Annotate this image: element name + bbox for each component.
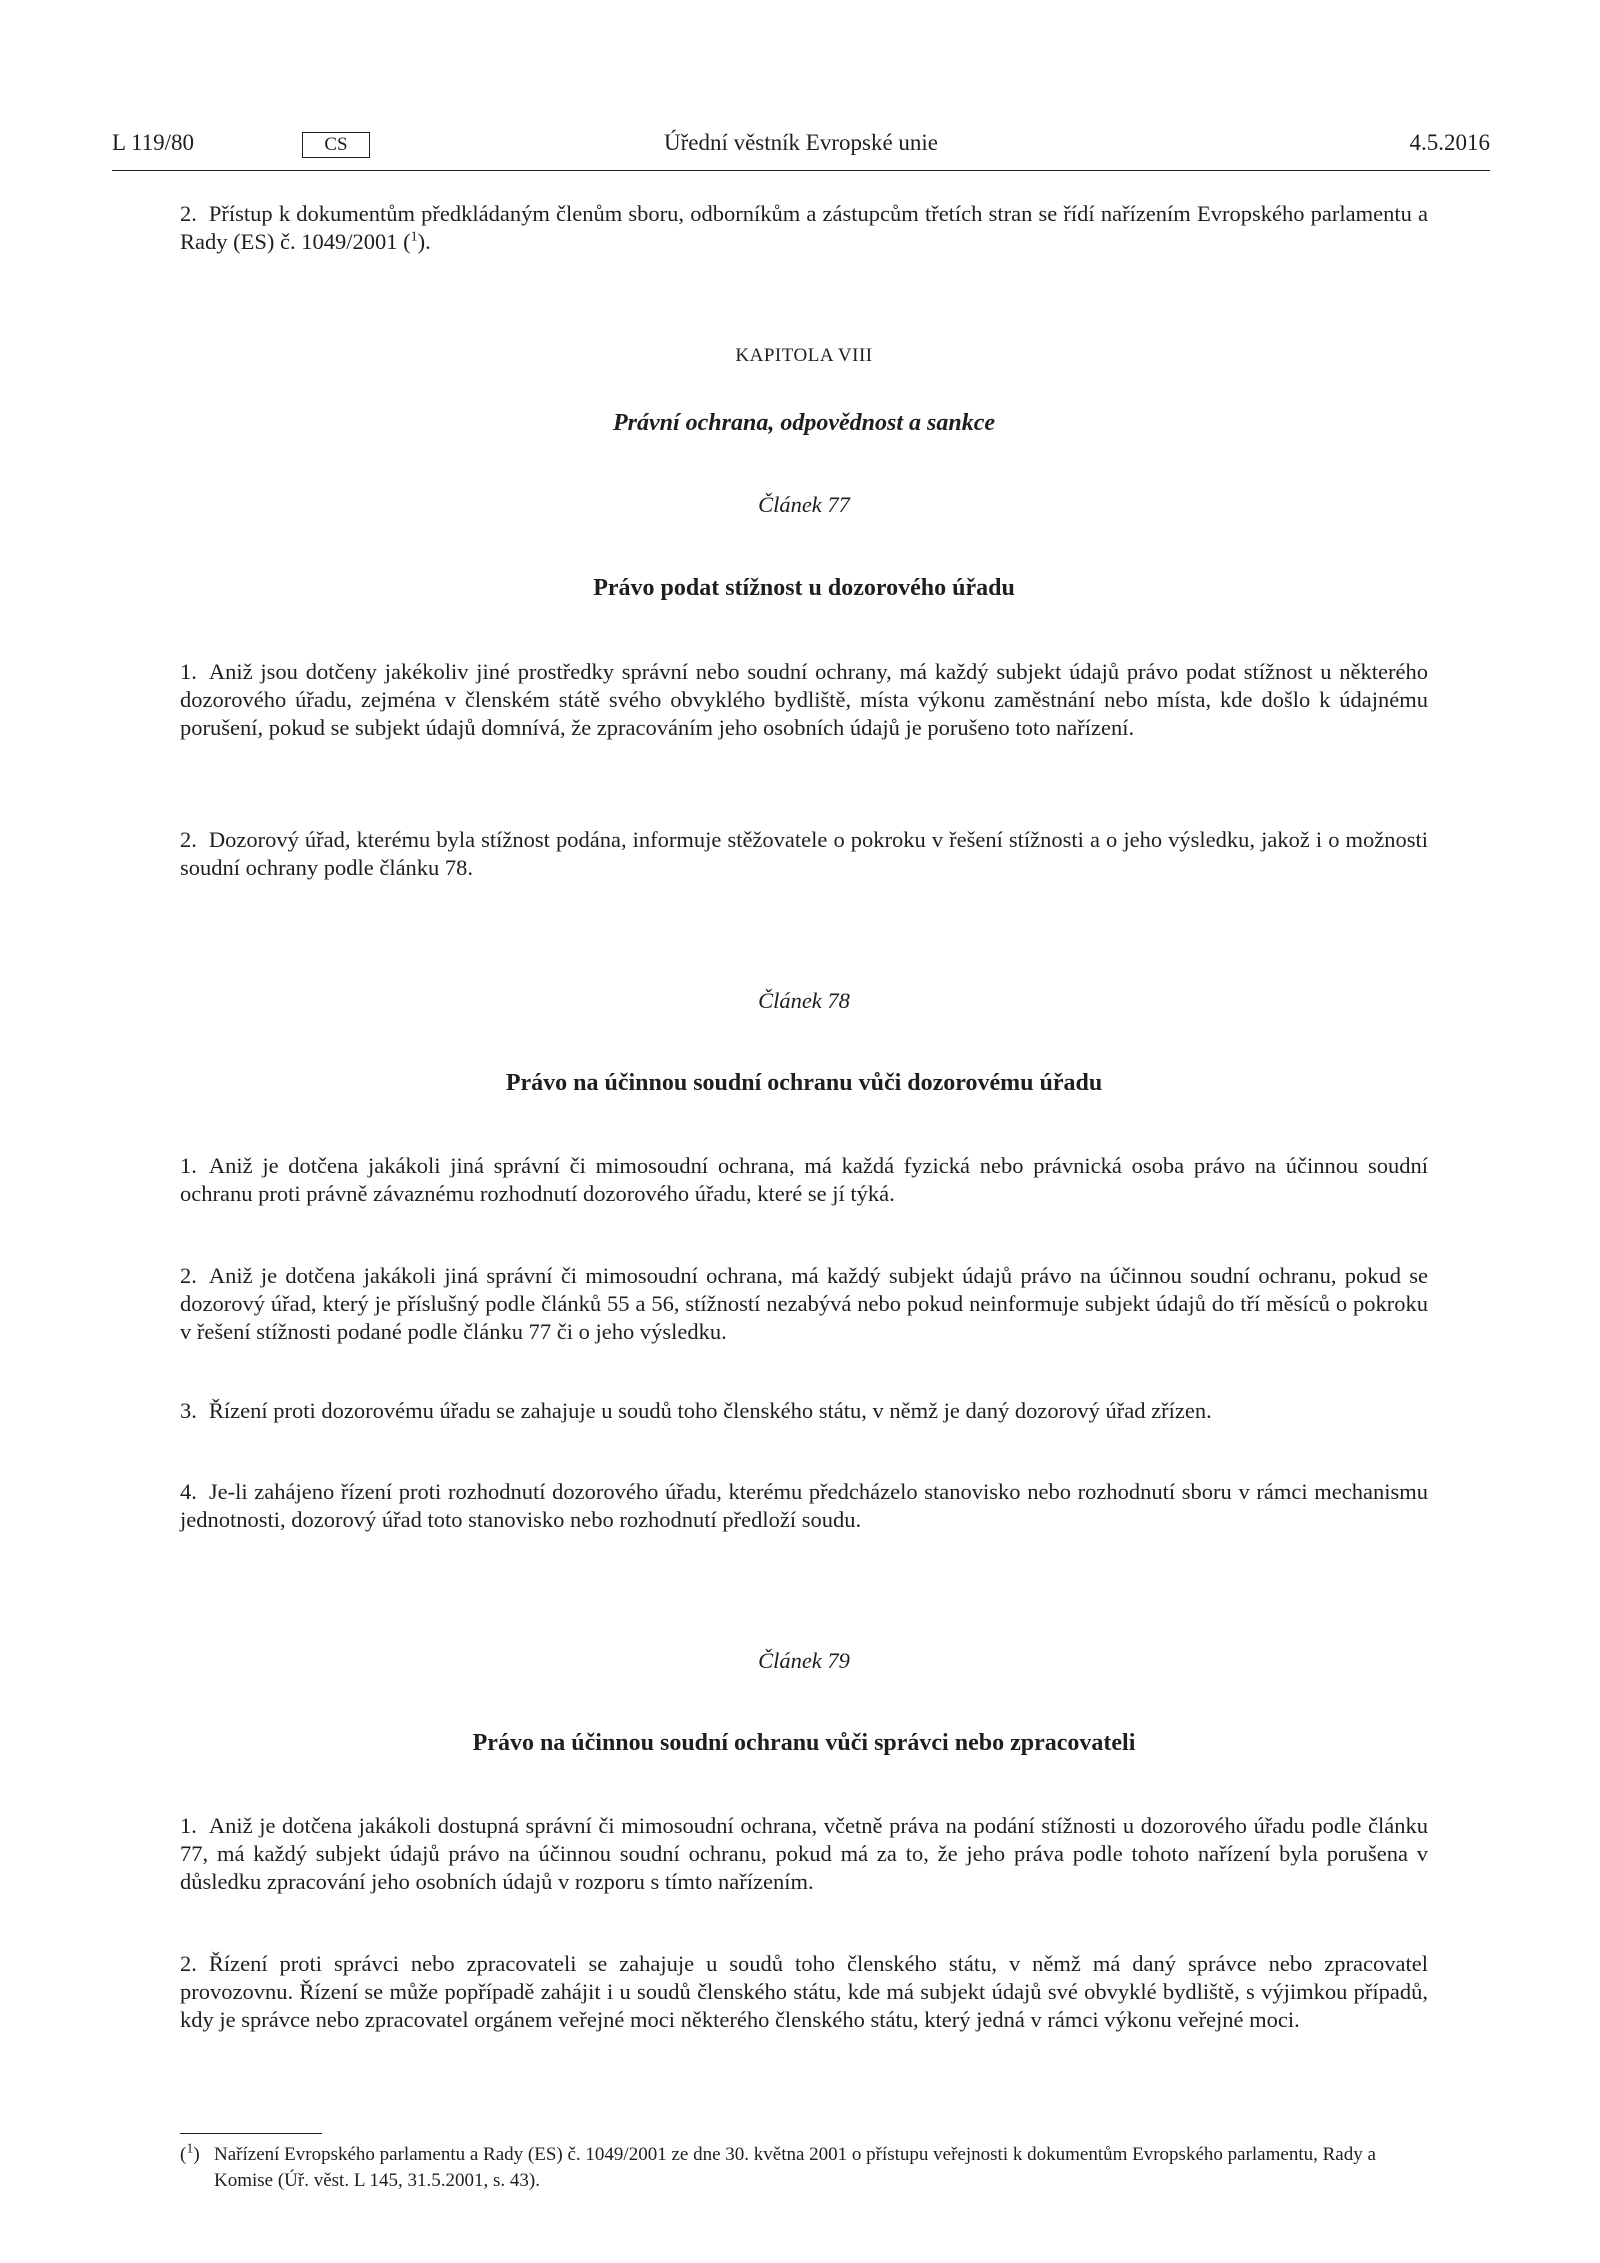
paragraph-text: Je-li zahájeno řízení proti rozhodnutí dozorového úřadu, kterému předcházelo stanovisko nebo rozhodnutí sboru v rámci mechanismu jednotnosti, dozorový úřad toto stanovisko nebo rozhodnutí předloží soudu. <box>180 1479 1428 1532</box>
article-78-paragraph-4 <box>180 1478 1428 1534</box>
paragraph-number: 1. <box>180 1153 197 1178</box>
paragraph-number: 2. <box>180 1951 197 1976</box>
chapter-title: Právní ochrana, odpovědnost a sankce <box>612 410 995 436</box>
paragraph-text: Dozorový úřad, kterému byla stížnost podána, informuje stěžovatele o pokroku v řešení stížnosti a o jeho výsledku, jakož i o možnosti soudní ochrany podle článku 78. <box>180 827 1428 880</box>
paragraph-text: Aniž je dotčena jakákoli jiná správní či mimosoudní ochrana, má každý subjekt údajů právo na účinnou soudní ochranu, pokud se dozorový úřad, který je příslušný podle článků 55 a 56, stížností nezabývá nebo pokud neinformuje subjekt údajů do tří měsíců o pokroku v řešení stížnosti podané podle článku 77 či o jeho výsledku. <box>180 1263 1428 1344</box>
paragraph-text: Aniž jsou dotčeny jakékoliv jiné prostředky správní nebo soudní ochrany, má každý subjekt údajů právo podat stížnost u některého dozorového úřadu, zejména v členském státě svého obvyklého bydliště, místa výkonu zaměstnání nebo místa, kde došlo k údajnému porušení, pokud se subjekt údajů domnívá, že zpracováním jeho osobních údajů je porušeno toto nařízení. <box>180 659 1428 740</box>
article-77-title: Právo podat stížnost u dozorového úřadu <box>593 575 1015 601</box>
header-divider <box>112 170 1490 171</box>
footnote-number: 1 <box>186 2141 194 2157</box>
paragraph-number: 2. <box>180 827 197 852</box>
paragraph-number: 4. <box>180 1479 197 1504</box>
page-header <box>112 130 1490 164</box>
article-79-label: Článek 79 <box>758 1648 850 1673</box>
article-79-paragraph-1 <box>180 1812 1428 1896</box>
intro-paragraph <box>180 200 1428 256</box>
paragraph-text: Přístup k dokumentům předkládaným členům sboru, odborníkům a zástupcům třetích stran se řídí nařízením Evropského parlamentu a Rady (ES) č. 1049/2001 ( <box>180 201 1428 254</box>
article-79-paragraph-2 <box>180 1950 1428 2034</box>
article-78-label: Článek 78 <box>758 988 850 1013</box>
article-78-paragraph-3 <box>180 1397 1428 1425</box>
article-78-title: Právo na účinnou soudní ochranu vůči dozorovému úřadu <box>505 1070 1103 1096</box>
paragraph-text: Řízení proti dozorovému úřadu se zahajuje u soudů toho členského státu, v němž je daný dozorový úřad zřízen. <box>208 1398 1212 1423</box>
footnote-text: Nařízení Evropského parlamentu a Rady (ES) č. 1049/2001 ze dne 30. května 2001 o přístupu veřejnosti k dokumentům Evropského parlamentu, Rady a Komise (Úř. věst. L 145, 31.5.2001, s. 43). <box>214 2144 1376 2191</box>
article-77-paragraph-1 <box>180 658 1428 742</box>
article-77-label: Článek 77 <box>758 492 850 517</box>
paragraph-text-end: ). <box>417 229 431 254</box>
paragraph-number: 2. <box>180 1263 197 1288</box>
page-reference: L 119/80 <box>112 130 194 155</box>
paragraph-number: 3. <box>180 1398 197 1423</box>
paragraph-text: Aniž je dotčena jakákoli dostupná správní či mimosoudní ochrana, včetně práva na podání stížnosti u dozorového úřadu podle článku 77, má každý subjekt údajů právo na účinnou soudní ochranu, pokud má za to, že jeho práva podle tohoto nařízení byla porušena v důsledku zpracování jeho osobních údajů v rozporu s tímto nařízením. <box>180 1813 1428 1894</box>
paragraph-text: Aniž je dotčena jakákoli jiná správní či mimosoudní ochrana, má každá fyzická nebo právnická osoba právo na účinnou soudní ochranu proti právně závaznému rozhodnutí dozorového úřadu, které se jí týká. <box>180 1153 1428 1206</box>
journal-title: Úřední věstník Evropské unie <box>663 130 939 155</box>
publication-date: 4.5.2016 <box>1409 130 1490 155</box>
footnote-reference: 1 <box>410 229 418 245</box>
article-78-paragraph-2 <box>180 1262 1428 1346</box>
footnote-mark: ($^1$) <box>180 2141 200 2165</box>
footnote-divider <box>180 2133 322 2134</box>
article-78-paragraph-1 <box>180 1152 1428 1208</box>
language-badge: CS <box>302 132 370 158</box>
article-79-title: Právo na účinnou soudní ochranu vůči správci nebo zpracovateli <box>472 1730 1136 1756</box>
footnote <box>180 2142 1428 2194</box>
chapter-label: KAPITOLA VIII <box>735 345 873 366</box>
paragraph-number: 1. <box>180 659 197 684</box>
paragraph-text: Řízení proti správci nebo zpracovateli se zahajuje u soudů toho členského státu, v němž má daný správce nebo zpracovatel provozovnu. Řízení se může popřípadě zahájit i u soudů členského státu, kde má subjekt údajů své obvyklé bydliště, s výjimkou případů, kdy je správce nebo zpracovatel orgánem veřejné moci některého členského státu, který jedná v rámci výkonu veřejné moci. <box>180 1951 1428 2032</box>
article-77-paragraph-2 <box>180 826 1428 882</box>
paragraph-number: 1. <box>180 1813 197 1838</box>
paragraph-number: 2. <box>180 201 197 226</box>
